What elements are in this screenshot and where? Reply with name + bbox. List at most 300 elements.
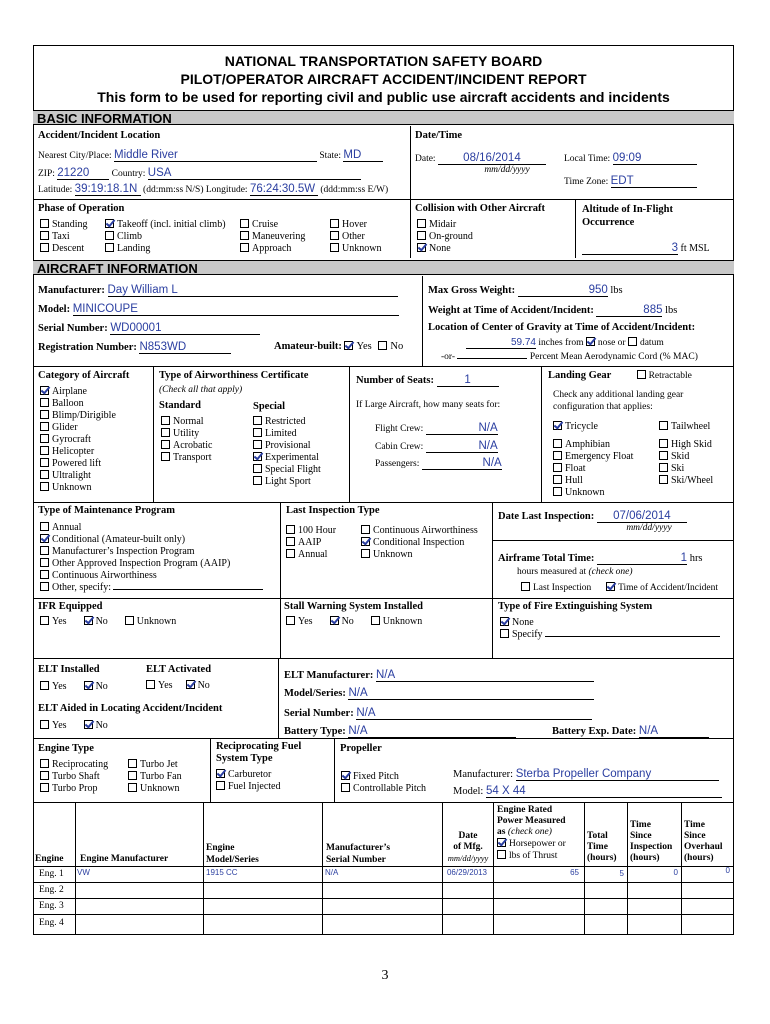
elt-manufacturer-row [284,669,594,682]
gear-note-line1: Check any additional landing gear [553,390,684,400]
approach-checkbox[interactable] [240,243,249,252]
elt-installed-no-checkbox[interactable] [84,681,93,690]
country-field[interactable] [148,167,361,180]
engine-type-col-1 [40,759,108,795]
airworthiness-label: Type of Airworthiness Certificate [159,370,309,381]
category-blimp[interactable] [40,410,116,422]
special-limited[interactable] [253,428,321,440]
serial-label: Serial Number: [38,323,108,334]
maxgross-field[interactable] [518,284,608,297]
passengers-field[interactable] [422,457,502,470]
maintenance-other[interactable] [40,582,263,594]
zip-label: ZIP: [38,169,55,179]
maint-aaip-checkbox[interactable] [40,558,49,567]
col-since-oh-header [684,820,723,864]
taxi-checkbox[interactable] [40,231,49,240]
ski-label: Ski [671,463,685,474]
longitude-field[interactable] [250,183,318,196]
takeoff-checkbox[interactable] [105,219,114,228]
serial-field[interactable] [110,322,260,335]
city-row [38,149,383,162]
phase-unknown[interactable] [330,243,381,255]
elt-activated-yes-checkbox[interactable] [146,680,155,689]
row-total[interactable]: 5 [619,869,624,878]
category-balloon[interactable] [40,398,116,410]
propeller-fixed[interactable] [341,771,426,783]
elt-model-field[interactable] [348,687,594,700]
gear-amphibian[interactable] [553,439,633,451]
flightcrew-value: N/A [478,422,498,434]
gear-unknown[interactable] [553,487,633,499]
horsepower-checkbox[interactable] [497,838,506,847]
lastinsp-continuous[interactable] [361,525,478,537]
blimp-checkbox[interactable] [40,410,49,419]
engine-unknown-checkbox[interactable] [128,783,137,792]
engine-turboprop[interactable] [40,783,108,795]
table-row [33,915,734,935]
datelast-field[interactable] [597,510,687,523]
poweredlift-label: Powered lift [52,458,102,469]
landing-label: Landing [117,243,151,254]
maintenance-continuous[interactable] [40,570,263,582]
row-model[interactable]: 1915 CC [206,868,238,877]
gear-skiwheel[interactable] [659,475,713,487]
phase-hover[interactable] [330,219,381,231]
fuel-carburetor[interactable] [216,769,280,781]
provisional-checkbox[interactable] [253,440,262,449]
category-ultralight[interactable] [40,470,116,482]
transport-checkbox[interactable] [161,452,170,461]
passengers-value: N/A [482,457,502,469]
elt-serial-field[interactable] [356,707,592,720]
special-lightsport[interactable] [253,476,321,488]
row-label: Eng. 2 [39,885,64,895]
altitude-label-line1: Altitude of In-Flight [582,204,674,215]
elt-activated-no-checkbox[interactable] [186,680,195,689]
fuel-injected[interactable] [216,781,280,793]
lastinsp-annual[interactable] [286,549,336,561]
lastinsp-unknown-checkbox[interactable] [361,549,370,558]
timezone-label: Time Zone: [564,177,609,187]
latitude-value: 39:19:18.1N [74,183,138,195]
category-poweredlift[interactable] [40,458,116,470]
stall-options [286,616,422,627]
turboshaft-checkbox[interactable] [40,771,49,780]
other-checkbox[interactable] [330,231,339,240]
col-model-header [206,842,259,866]
stall-no-label: No [341,616,354,627]
fire-none[interactable] [500,617,720,629]
report-title: PILOT/OPERATOR AIRCRAFT ACCIDENT/INCIDENT REPORT [180,71,587,87]
blimp-label: Blimp/Dirigible [52,410,116,421]
engine-turbofan[interactable] [128,771,182,783]
climb-checkbox[interactable] [105,231,114,240]
maint-conditional-checkbox[interactable] [40,534,49,543]
maintenance-conditional[interactable] [40,534,263,546]
poweredlift-checkbox[interactable] [40,458,49,467]
engine-type-label: Engine Type [38,743,94,754]
cg-datum-label: datum [639,338,664,348]
lastinsp-aaip[interactable] [286,537,336,549]
altitude-value: 3 [671,242,678,254]
emergencyfloat-checkbox[interactable] [553,451,562,460]
col-manufacturer-header: Engine Manufacturer [80,854,169,864]
ifr-yes-label: Yes [52,616,67,627]
lastinsp-100hour[interactable] [286,525,336,537]
gear-float[interactable] [553,463,633,475]
prop-manufacturer-field[interactable] [516,768,719,781]
normal-checkbox[interactable] [161,416,170,425]
row-serial[interactable]: N/A [325,868,339,877]
lastinsp-conditional[interactable] [361,537,478,549]
gear-tailwheel[interactable] [659,421,713,433]
phase-landing[interactable] [105,243,226,255]
fire-specify[interactable] [500,629,720,641]
maint-other-field[interactable] [113,589,263,590]
special-provisional[interactable] [253,440,321,452]
altitude-field[interactable] [582,242,678,255]
phase-standing[interactable] [40,219,88,231]
serial-value: WD00001 [110,322,162,334]
power-or-label: or [557,839,566,849]
maint-manufacturer-checkbox[interactable] [40,546,49,555]
injected-checkbox[interactable] [216,781,225,790]
large-aircraft-label: If Large Aircraft, how many seats for: [356,400,501,410]
col-date-header-line2: of Mfg. [453,842,483,852]
lightsport-checkbox[interactable] [253,476,262,485]
maintenance-manufacturer[interactable] [40,546,263,558]
stall-yes-checkbox[interactable] [286,616,295,625]
midair-label: Midair [429,219,457,230]
tailwheel-checkbox[interactable] [659,421,668,430]
phase-other[interactable] [330,231,381,243]
maintenance-annual[interactable] [40,522,263,534]
last-inspection-label: Last Inspection [533,583,592,593]
elt-model-row [284,687,594,700]
limited-checkbox[interactable] [253,428,262,437]
flightcrew-field[interactable] [426,422,498,435]
fire-specify-field[interactable] [545,636,720,637]
helicopter-checkbox[interactable] [40,446,49,455]
descent-checkbox[interactable] [40,243,49,252]
battery-exp-value: N/A [638,725,659,737]
stall-yes-label: Yes [298,616,313,627]
skiwheel-checkbox[interactable] [659,475,668,484]
elt-activated-yes-label: Yes [158,680,173,691]
gear-tricycle[interactable] [553,421,633,433]
special-specialflight[interactable] [253,464,321,476]
cg-inches: inches from [538,338,584,348]
prop-manufacturer-value: Sterba Propeller Company [515,768,652,780]
cabincrew-field[interactable] [426,440,498,453]
col-serial-header-line1: Manufacturer’s [326,843,391,853]
phase-taxi[interactable] [40,231,88,243]
gear-ski[interactable] [659,463,713,475]
elt-serial-label: Serial Number: [284,708,354,719]
standard-utility[interactable] [161,428,212,440]
category-unknown[interactable] [40,482,116,494]
hover-checkbox[interactable] [330,219,339,228]
last-inspection-checkbox[interactable] [521,582,530,591]
airframe-field[interactable] [597,552,687,565]
turbojet-label: Turbo Jet [140,759,178,770]
normal-label: Normal [173,416,204,427]
controllable-pitch-checkbox[interactable] [341,783,350,792]
phase-approach[interactable] [240,243,305,255]
row-since-oh[interactable]: 0 [725,866,730,875]
fire-specify-label: Specify [512,629,543,640]
collision-options [417,219,473,255]
experimental-checkbox[interactable] [253,452,262,461]
localtime-field[interactable] [613,152,697,165]
time-of-accident-label: Time of Accident/Incident [618,583,718,593]
fuel-label-line2: System Type [216,753,273,764]
row-manufacturer[interactable]: VW [77,868,90,877]
turbofan-label: Turbo Fan [140,771,182,782]
seats-value: 1 [464,374,471,386]
midair-checkbox[interactable] [417,219,426,228]
prop-model-field[interactable] [486,785,722,798]
lastinsp-continuous-label: Continuous Airworthiness [373,525,478,536]
turbofan-checkbox[interactable] [128,771,137,780]
utility-checkbox[interactable] [161,428,170,437]
landing-checkbox[interactable] [105,243,114,252]
col-total-header-line2: Time [587,842,608,852]
maxgross-value: 950 [588,284,608,296]
battery-exp-field[interactable] [639,725,709,738]
fixed-pitch-checkbox[interactable] [341,771,350,780]
phase-unknown-checkbox[interactable] [330,243,339,252]
phase-cruise[interactable] [240,219,305,231]
lastinsp-continuous-checkbox[interactable] [361,525,370,534]
manufacturer-field[interactable] [108,284,398,297]
restricted-checkbox[interactable] [253,416,262,425]
lastinsp-conditional-checkbox[interactable] [361,537,370,546]
maxgross-unit: lbs [610,285,623,296]
cg-nose-checkbox[interactable] [586,337,595,346]
row-since-insp[interactable]: 0 [673,868,678,877]
row-power[interactable]: 65 [570,868,579,877]
amateur-no-checkbox[interactable] [378,341,387,350]
propeller-controllable[interactable] [341,783,426,795]
row-date[interactable]: 06/29/2013 [446,868,488,877]
col-since-insp-header-line3: Inspection [630,842,673,852]
amateur-yes-checkbox[interactable] [344,341,353,350]
collision-none-checkbox[interactable] [417,243,426,252]
fire-specify-checkbox[interactable] [500,629,509,638]
category-unknown-label: Unknown [52,482,92,493]
hull-checkbox[interactable] [553,475,562,484]
gear-unknown-label: Unknown [565,487,605,498]
airplane-checkbox[interactable] [40,386,49,395]
collision-none[interactable] [417,243,473,255]
phase-descent[interactable] [40,243,88,255]
city-field[interactable] [114,149,317,162]
elt-installed-yes-checkbox[interactable] [40,681,49,690]
standard-transport[interactable] [161,452,212,464]
phase-maneuvering[interactable] [240,231,305,243]
tailwheel-label: Tailwheel [671,421,711,432]
category-airplane[interactable] [40,386,116,398]
cabincrew-label: Cabin Crew: [375,442,424,452]
standard-acrobatic[interactable] [161,440,212,452]
manufacturer-label: Manufacturer: [38,285,105,296]
thrust-checkbox[interactable] [497,850,506,859]
standing-checkbox[interactable] [40,219,49,228]
elt-manufacturer-field[interactable] [376,669,594,682]
cruise-label: Cruise [252,219,279,230]
fuel-options [216,769,280,793]
fire-none-checkbox[interactable] [500,617,509,626]
special-restricted[interactable] [253,416,321,428]
utility-label: Utility [173,428,200,439]
date-field[interactable] [438,152,546,165]
timezone-value: EDT [610,175,634,187]
timezone-field[interactable] [611,175,697,188]
phase-col-3 [240,219,305,255]
maint-continuous-checkbox[interactable] [40,570,49,579]
acrobatic-checkbox[interactable] [161,440,170,449]
engine-reciprocating[interactable] [40,759,108,771]
cg-label: Location of Center of Gravity at Time of Accident/Incident: [428,322,696,333]
airframe-label: Airframe Total Time: [498,553,595,564]
engine-turboshaft[interactable] [40,771,108,783]
glider-checkbox[interactable] [40,422,49,431]
model-field[interactable] [73,303,399,316]
standard-normal[interactable] [161,416,212,428]
balloon-checkbox[interactable] [40,398,49,407]
cruise-checkbox[interactable] [240,219,249,228]
elt-aided-no-checkbox[interactable] [84,720,93,729]
collision-onground[interactable] [417,231,473,243]
maintenance-other-approved[interactable] [40,558,263,570]
airframe-unit: hrs [689,553,703,564]
carburetor-checkbox[interactable] [216,769,225,778]
col-total-header [587,831,617,864]
collision-label: Collision with Other Aircraft [415,203,545,214]
ultralight-checkbox[interactable] [40,470,49,479]
engine-unknown[interactable] [128,783,182,795]
ifr-yes-checkbox[interactable] [40,616,49,625]
date-format: mm/dd/yyyy [484,165,530,175]
manufacturer-value: Day William L [107,284,178,296]
limited-label: Limited [265,428,297,439]
maint-other-checkbox[interactable] [40,582,49,591]
float-checkbox[interactable] [553,463,562,472]
propeller-label: Propeller [340,743,382,754]
experimental-label: Experimental [265,452,319,463]
category-gyrocraft[interactable] [40,434,116,446]
cg-field[interactable] [466,337,536,349]
engine-turbojet[interactable] [128,759,182,771]
elt-aided-yes-checkbox[interactable] [40,720,49,729]
ifr-unknown-label: Unknown [136,616,177,627]
tricycle-checkbox[interactable] [553,421,562,430]
col-since-insp-header [630,820,672,864]
retractable-checkbox[interactable] [637,370,646,379]
transport-label: Transport [173,452,212,463]
altitude-label-line2: Occurrence [582,217,635,228]
phase-takeoff[interactable] [105,219,226,231]
maneuvering-checkbox[interactable] [240,231,249,240]
col-since-insp-header-line2: Since [630,831,652,841]
ifr-label: IFR Equipped [38,601,103,612]
gear-highskid[interactable] [659,439,713,451]
onground-checkbox[interactable] [417,231,426,240]
maint-manufacturer-label: Manufacturer’s Inspection Program [52,546,195,557]
collision-midair[interactable] [417,219,473,231]
time-of-accident-checkbox[interactable] [606,582,615,591]
lastinsp-annual-checkbox[interactable] [286,549,295,558]
seats-field[interactable] [437,374,499,387]
gyrocraft-checkbox[interactable] [40,434,49,443]
ifr-no-checkbox[interactable] [84,616,93,625]
helicopter-label: Helicopter [52,446,95,457]
col-power-header-as: as [497,827,506,837]
stall-unknown-checkbox[interactable] [371,616,380,625]
hour100-checkbox[interactable] [286,525,295,534]
phase-col-1 [40,219,88,255]
approach-label: Approach [252,243,292,254]
airworthiness-note: (Check all that apply) [159,385,243,395]
gear-emergencyfloat[interactable] [553,451,633,463]
row-label: Eng. 4 [39,918,64,928]
specialflight-checkbox[interactable] [253,464,262,473]
zip-field[interactable] [57,167,109,180]
registration-field[interactable] [139,341,231,354]
special-experimental[interactable] [253,452,321,464]
ifr-unknown-checkbox[interactable] [125,616,134,625]
elt-aided-options [40,720,108,731]
ski-checkbox[interactable] [659,463,668,472]
maint-annual-checkbox[interactable] [40,522,49,531]
category-glider[interactable] [40,422,116,434]
registration-row [38,341,231,354]
lastinsp-unknown[interactable] [361,549,478,561]
amateur-yes-label: Yes [356,341,372,352]
category-helicopter[interactable] [40,446,116,458]
gear-unknown-checkbox[interactable] [553,487,562,496]
cg-mac-field[interactable] [457,358,527,359]
amphibian-checkbox[interactable] [553,439,562,448]
battery-exp-row [552,725,709,738]
highskid-checkbox[interactable] [659,439,668,448]
gear-hull[interactable] [553,475,633,487]
date-label: Date: [415,154,436,164]
aaip-checkbox[interactable] [286,537,295,546]
battery-type-field[interactable] [348,725,516,738]
flightcrew-label: Flight Crew: [375,424,424,434]
phase-climb[interactable] [105,231,226,243]
skid-label: Skid [671,451,690,462]
elt-aided-label: ELT Aided in Locating Accident/Incident [38,703,223,714]
latitude-field[interactable] [75,183,141,196]
balloon-label: Balloon [52,398,84,409]
datelast-row [498,510,687,523]
basic-information-header: BASIC INFORMATION [33,110,734,125]
state-field[interactable] [343,149,383,162]
stall-no-checkbox[interactable] [330,616,339,625]
cg-datum-checkbox[interactable] [628,337,637,346]
gear-skid[interactable] [659,451,713,463]
category-unknown-checkbox[interactable] [40,482,49,491]
elt-installed-label: ELT Installed [38,664,100,675]
reciprocating-checkbox[interactable] [40,759,49,768]
skid-checkbox[interactable] [659,451,668,460]
weight-field[interactable] [596,304,662,317]
turbojet-checkbox[interactable] [128,759,137,768]
turboprop-checkbox[interactable] [40,783,49,792]
